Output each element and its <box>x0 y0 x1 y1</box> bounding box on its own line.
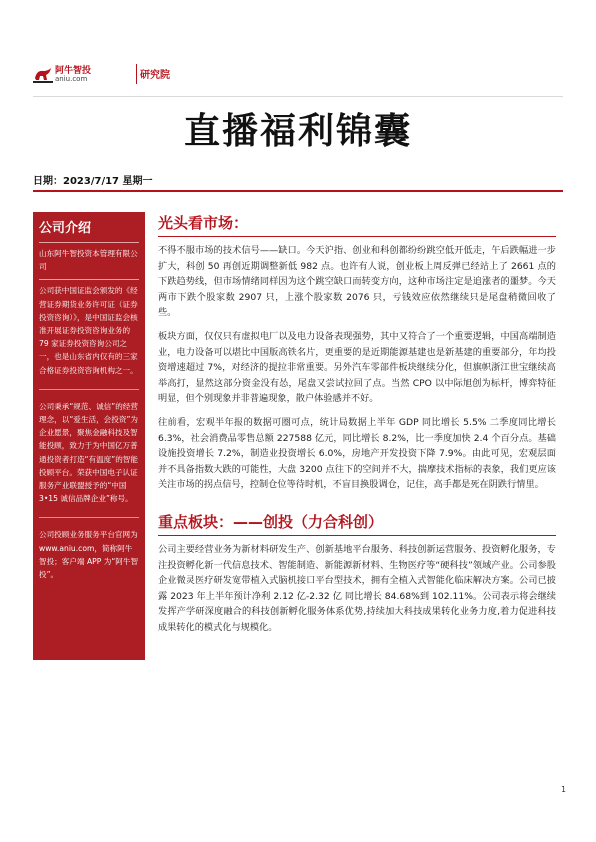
company-intro-sidebar <box>33 212 145 660</box>
header-divider <box>33 96 563 97</box>
logo-domain: aniu.com <box>55 75 88 83</box>
page-number: 1 <box>561 785 567 794</box>
logo-separator <box>136 64 137 84</box>
paragraph: 公司主要经营业务为新材料研发生产、创新基地平台服务、科技创新运营服务、投资孵化服务，专注投资孵化新一代信息技术、智能制造、新能源新材料、生物医疗等“硬科技”领域产业。公司参股企业微灵医疗研发宽带植入式脑机接口平台型技术，拥有全植入式智能化临床解决方案。公司已披露 2023 年上半年预计净利 2.12 亿-2.32 亿 同比增长 84.68%到 102.11%。公司表示将会继续发挥产学研深度融合的科技创新孵化服务体系优势,持续加大科技成果转化业务力度,着力促进科技成果转化的模式化与规模化。 <box>158 543 556 633</box>
logo-brand-name: 阿牛智投 <box>55 66 92 76</box>
market-view-section <box>158 212 556 493</box>
sidebar-company-name: 山东阿牛智投资本管理有限公司 <box>39 249 138 272</box>
bull-logo-icon <box>33 64 53 84</box>
sidebar-divider <box>39 389 139 390</box>
sidebar-philosophy-text: 公司秉承“规范、诚信”的经营理念，以“爱生活，会投资”为企业愿景，聚焦金融科技及智能投顾，致力于为中国亿万普通投资者打造“有温度”的智能投顾平台。荣获中国电子认证服务产业联盟授予的“中国 3•15 诚信品牌企业”称号。 <box>39 401 138 504</box>
report-date: 日期：2023/7/17 星期一 <box>33 176 153 187</box>
page-title: 直播福利锦囊 <box>183 111 412 152</box>
sidebar-divider <box>39 279 139 280</box>
section-divider <box>158 535 556 536</box>
key-sector-section <box>158 511 556 636</box>
sidebar-heading: 公司介绍 <box>39 221 92 236</box>
sidebar-license-text: 公司获中国证监会颁发的《经营证券期货业务许可证（证券投资咨询）》，是中国证监会核准开展证券投资咨询业务的 79 家证券投资咨询公司之一，也是山东省内仅有的三家合格证券投资咨询机构之一。 <box>39 286 138 375</box>
paragraph: 板块方面，仅仅只有虚拟电厂以及电力设备表现强势，其中又符合了一个重要逻辑，中国高端制造业，电力设备可以堪比中国版高铁名片，更重要的是近期能源基建也是新基建的重要部分，年均投资增速超过 7%，对经济的提拉非常重要。另外汽车零部件板块继续分化，但旗帜浙江世宝继续高举高打，显然这部分资金没有怂，尾盘又尝试拉回了点。当然 CPO 以中际旭创为标杆，博弈特征明显，但个别现象并非普遍现象，散户体验感并不好。 <box>158 330 556 405</box>
main-content <box>158 212 556 643</box>
section-heading-market: 光头看市场： <box>158 214 249 232</box>
header-logo <box>33 60 173 94</box>
date-divider <box>33 190 563 192</box>
sidebar-divider <box>39 242 139 243</box>
section-divider <box>158 236 556 237</box>
paragraph: 往前看，宏观半年报的数据可圈可点，统计局数据上半年 GDP 同比增长 5.5% 二季度同比增长 6.3%，社会消费品零售总额 227588 亿元，同比增长 8.2%，比一季度加快 2.4 个百分点。基础设施投资增长 7.2%，制造业投资增长 6.0%，房地产开发投资下降 7.9%。由此可见，宏观层面并不具备指数大跌的可能性，大盘 3200 点往下的空间并不大，揣摩技术指标的表象，我们更应该关注市场的拐点信号，控制仓位等待时机，不盲目换股调仓，记住，高手都是死在阴跌行情里。 <box>158 416 556 491</box>
logo-institute: 研究院 <box>140 70 170 81</box>
sidebar-platform-text: 公司投顾业务服务平台官网为 www.aniu.com，简称阿牛智投；客户端 APP 为“阿牛智投”。 <box>39 530 139 580</box>
sidebar-divider <box>39 517 139 518</box>
paragraph: 不得不服市场的技术信号——缺口。今天沪指、创业和科创都纷纷跳空低开低走，午后跌幅进一步扩大，科创 50 再创近期调整新低 982 点。也许有人说，创业板上周反弹已经站上了 2661 点的下跌趋势线，但市场情绪同样因为这个跳空缺口而转变方向，这种市场注定是追涨者的噩梦。今天两市下跌个股家数 2907 只，上涨个股家数 2076 只，亏钱效应依然继续只是尾盘稍微回收了些。 <box>158 245 556 319</box>
section-heading-sector: 重点板块：——创投（力合科创） <box>158 512 384 531</box>
